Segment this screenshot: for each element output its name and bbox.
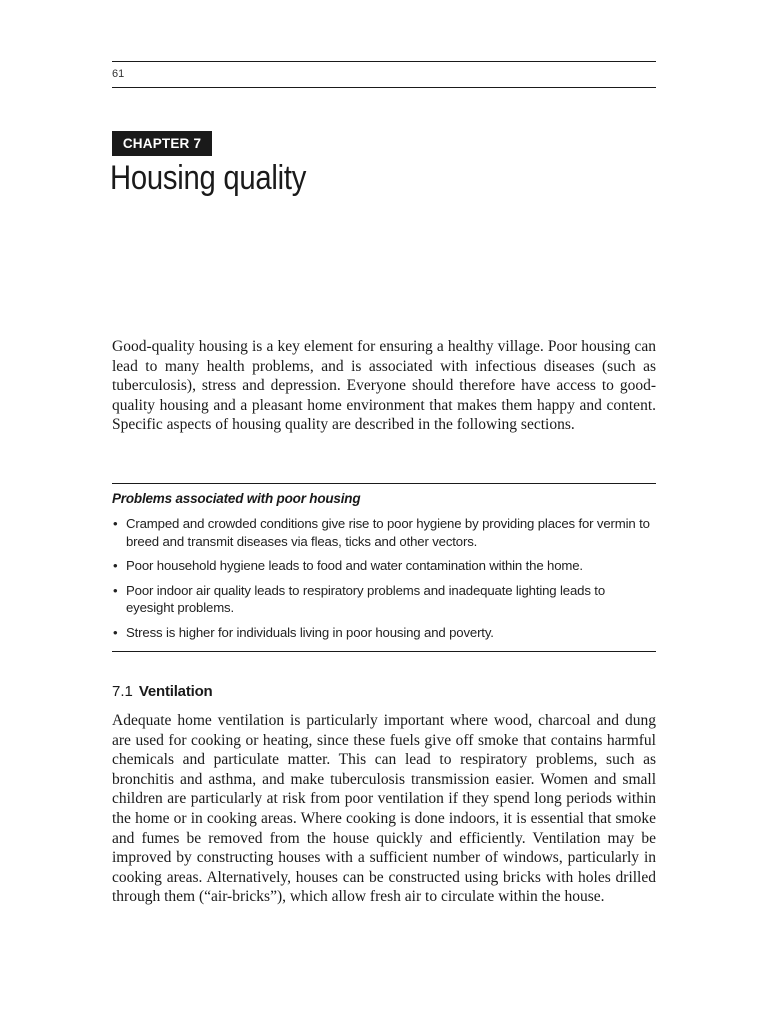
box-rule-top (112, 483, 656, 484)
bullet-icon: • (113, 516, 118, 531)
problems-list (112, 515, 656, 648)
chapter-title: Housing quality (110, 159, 307, 197)
header-rule-top (112, 61, 656, 62)
intro-paragraph: Good-quality housing is a key element for ensuring a healthy village. Poor housing can lead to many health problems, and is associated with infectious diseases (such as tuberculosis), stress and depression. Everyone should therefore have access to good-quality housing and a pleasant home environment that makes them happy and content. Specific aspects of housing quality are described in the following sections. (112, 338, 656, 434)
box-rule-bottom (112, 651, 656, 652)
list-item (112, 557, 656, 575)
list-item (112, 624, 656, 642)
list-item (112, 582, 656, 617)
section-heading (112, 682, 213, 702)
header-rule-bottom (112, 87, 656, 88)
list-item (112, 515, 656, 550)
list-item-text: Poor household hygiene leads to food and water contamination within the home. (126, 558, 583, 573)
chapter-badge: CHAPTER 7 (112, 131, 212, 156)
section-number: 7.1 (112, 683, 133, 700)
bullet-icon: • (113, 582, 118, 598)
list-item-text: Cramped and crowded conditions give rise to poor hygiene by providing places for vermin to breed and transmit diseases via fleas, ticks and other vectors. (126, 516, 650, 549)
ventilation-paragraph: Adequate home ventilation is particularly important where wood, charcoal and dung are used for cooking or heating, since these fuels give off smoke that contains harmful chemicals and particulate matter. This can lead to respiratory problems, such as bronchitis and asthma, and make tuberculosis transmission easier. Women and small children are particularly at risk from poor ventilation if they spend long periods within the home or in cooking areas. Where cooking is done indoors, it is essential that smoke and fumes be removed from the house quickly and efficiently. Ventilation may be improved by constructing houses with a sufficient number of windows, particularly in cooking areas. Alternatively, houses can be constructed using bricks with holes drilled through them (“air-bricks”), which allow fresh air to circulate within the house. (112, 712, 656, 906)
bullet-icon: • (113, 624, 118, 640)
section-title: Ventilation (138, 683, 213, 700)
list-item-text: Poor indoor air quality leads to respiratory problems and inadequate lighting leads to eyesight problems. (126, 582, 605, 615)
list-item-text: Stress is higher for individuals living in poor housing and poverty. (126, 624, 494, 640)
book-page (112, 0, 656, 1024)
box-title: Problems associated with poor housing (112, 491, 361, 506)
page-number: 61 (112, 68, 125, 80)
bullet-icon: • (113, 558, 118, 573)
